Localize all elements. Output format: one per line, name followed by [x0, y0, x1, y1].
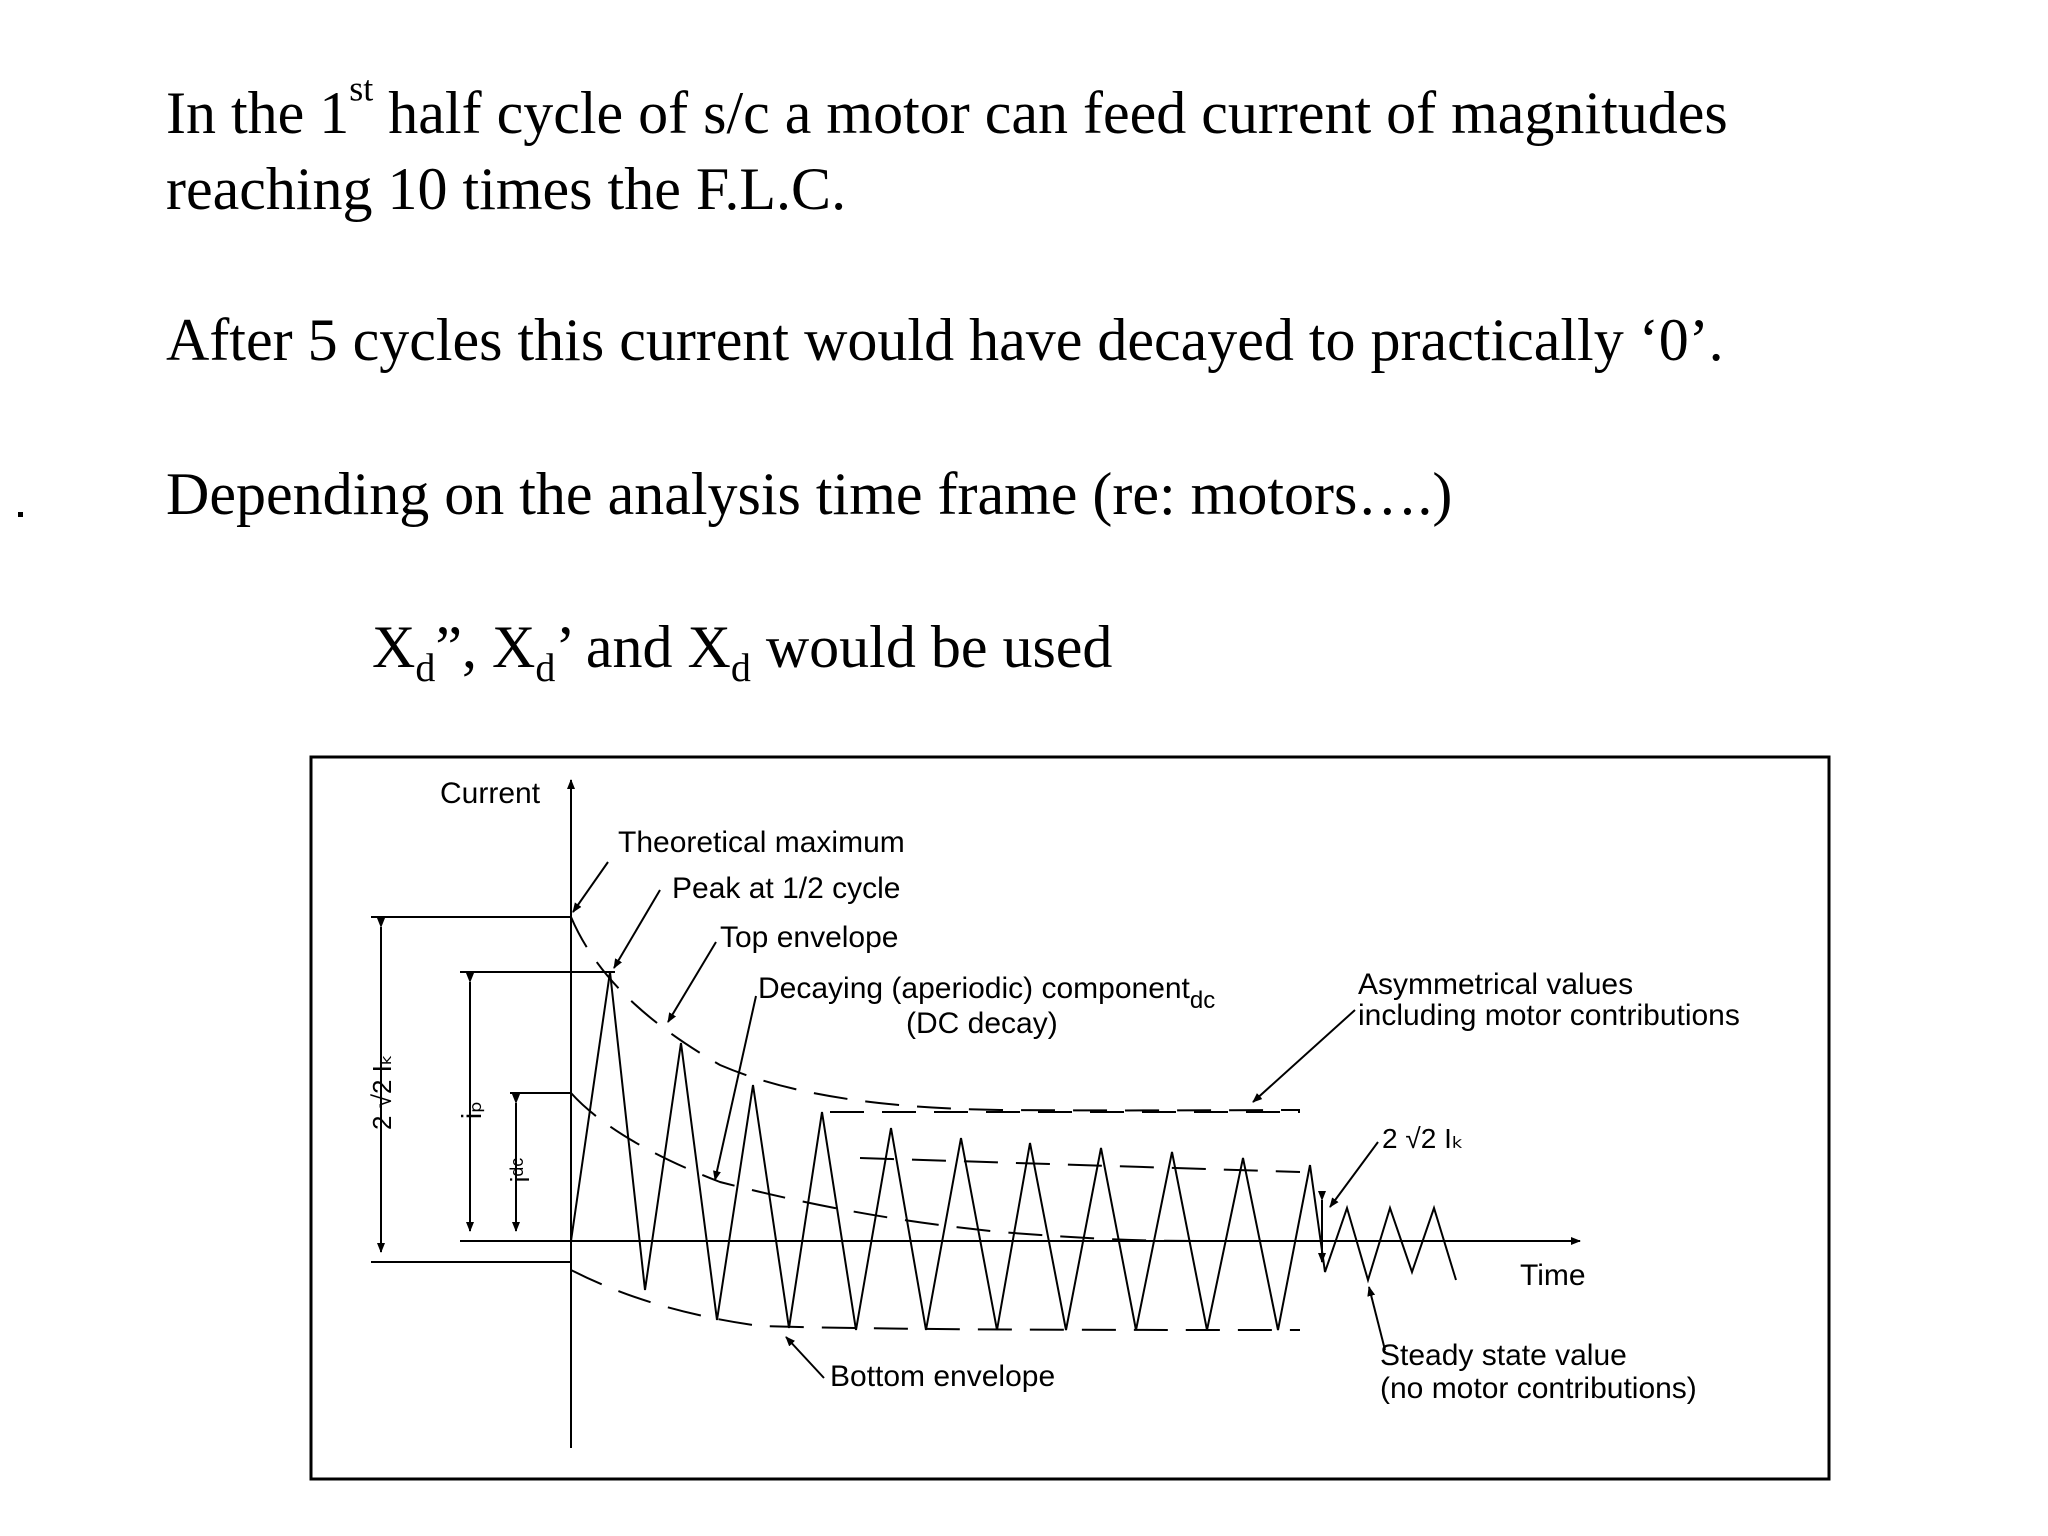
- leader-asymmetrical: [1253, 1010, 1355, 1102]
- label-ip: iₚ: [456, 1100, 487, 1120]
- leader-bottom-envelope: [786, 1337, 824, 1378]
- label-theoretical-maximum: Theoretical maximum: [618, 826, 905, 859]
- paragraph-line-1: In the 1st half cycle of s/c a motor can feed current of magnitudes: [166, 68, 1728, 146]
- label-top-envelope: Top envelope: [720, 921, 899, 954]
- steady-state-trace: [1310, 1165, 1456, 1280]
- reactance-line: $X_d$”, $X_d$’ and $X_d$ would be used: [372, 614, 1113, 690]
- label-bottom-envelope: Bottom envelope: [830, 1360, 1056, 1393]
- upper-dashes: [860, 1158, 1300, 1172]
- leader-2root2-ik-right: [1330, 1142, 1378, 1207]
- paragraph-line-3: After 5 cycles this current would have decayed to practically ‘0’.: [166, 307, 1724, 373]
- leader-theoretical: [573, 862, 608, 912]
- leader-peak: [614, 890, 660, 968]
- y-axis-label: Current: [440, 777, 541, 810]
- label-decaying-component: Decaying (aperiodic) component$_{dc}$: [758, 972, 1216, 1014]
- label-peak-half-cycle: Peak at 1/2 cycle: [672, 872, 901, 905]
- label-2root2-ik-left: 2 √2 Iₖ: [367, 1054, 397, 1130]
- paragraph-line-2: reaching 10 times the F.L.C.: [166, 156, 847, 222]
- label-idc: iᵈᶜ: [505, 1157, 535, 1183]
- label-no-motor: (no motor contributions): [1380, 1372, 1697, 1405]
- label-steady-state: Steady state value: [1380, 1339, 1627, 1372]
- label-2root2-ik-right: 2 √2 Iₖ: [1382, 1123, 1464, 1154]
- label-including-motor: including motor contributions: [1358, 999, 1740, 1032]
- label-dc-decay: (DC decay): [906, 1007, 1058, 1040]
- x-axis-label: Time: [1520, 1259, 1586, 1292]
- label-asymmetrical-values: Asymmetrical values: [1358, 968, 1634, 1001]
- leader-decaying: [715, 996, 756, 1180]
- paragraph-line-4: Depending on the analysis time frame (re: motors….): [166, 461, 1453, 527]
- leader-steady-state: [1369, 1287, 1385, 1350]
- leader-top-envelope: [668, 942, 716, 1022]
